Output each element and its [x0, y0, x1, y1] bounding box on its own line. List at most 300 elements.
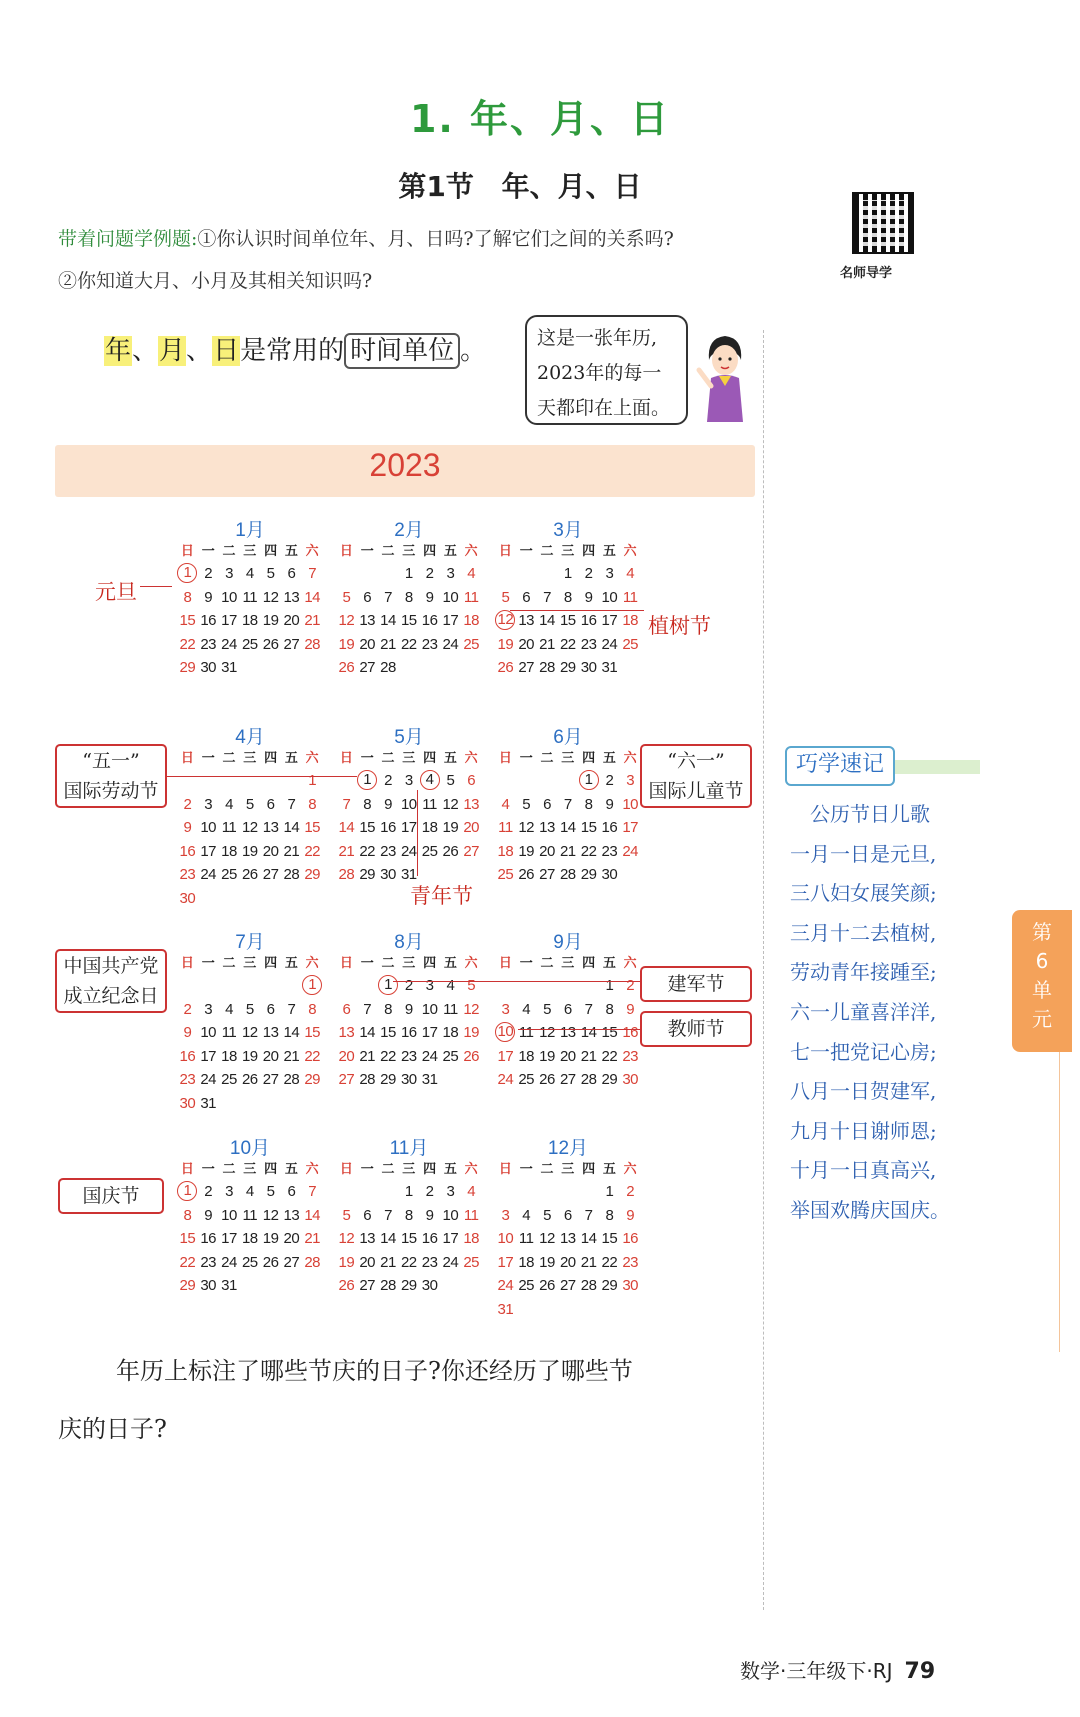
day-cell: 13: [283, 1206, 300, 1224]
empty-cell: [516, 1180, 537, 1204]
week-row: [495, 840, 641, 864]
empty-cell: [578, 1180, 599, 1204]
day-cell: 15: [304, 819, 321, 836]
day-cell: 26: [539, 1277, 555, 1294]
month-title: 6月: [553, 727, 583, 748]
empty-cell: [557, 974, 578, 998]
day-cell: 24: [601, 635, 618, 653]
day-cell: 4: [245, 1183, 254, 1200]
weekday-header: [336, 951, 482, 974]
weekday-label: 二: [540, 750, 554, 765]
poem-line: 劳动青年接踵至;: [790, 960, 937, 985]
empty-cell: [599, 1298, 620, 1322]
day-cell: 13: [283, 588, 300, 606]
weekday-label: 一: [360, 543, 374, 558]
day-cell: 10: [421, 1000, 438, 1018]
week-row: [177, 887, 323, 911]
day-cell: 12: [262, 588, 279, 606]
empty-cell: [219, 769, 240, 793]
guiding-question-2: ②你知道大月、小月及其相关知识吗?: [58, 270, 373, 292]
weekday-label: 五: [284, 955, 298, 970]
day-cell: 4: [420, 770, 440, 790]
day-cell: 8: [605, 1000, 614, 1018]
day-cell: 23: [622, 1047, 639, 1065]
day-cell: 3: [501, 1000, 510, 1018]
day-cell: 11: [463, 1206, 479, 1224]
unit-tab-char: 元: [1032, 1007, 1052, 1031]
weekday-header: [336, 746, 482, 769]
day-cell: 10: [622, 795, 639, 813]
day-cell: 13: [559, 1230, 576, 1247]
day-cell: 2: [204, 1183, 213, 1200]
weekday-header: [177, 746, 323, 769]
poem-line: 三八妇女展笑颜;: [790, 881, 937, 906]
week-row: [177, 1251, 323, 1275]
weekday-label: 三: [243, 1161, 257, 1176]
empty-cell: [281, 974, 302, 998]
week-row: [177, 863, 323, 887]
day-cell: 22: [304, 842, 321, 860]
week-row: [495, 1204, 641, 1228]
weekday-label: 一: [519, 750, 533, 765]
festival-label: 成立纪念日: [63, 985, 159, 1007]
section-title: 第1节 年、月、日: [398, 170, 642, 203]
empty-cell: [537, 769, 558, 793]
week-row: [177, 586, 323, 610]
weekday-label: 日: [339, 955, 353, 970]
qr-label: 名师导学: [840, 266, 893, 281]
empty-cell: [378, 1180, 399, 1204]
day-cell: 23: [622, 1253, 639, 1271]
arrow-army-day: [393, 981, 640, 982]
page-footer: [740, 1655, 935, 1684]
month-title: 5月: [394, 727, 424, 748]
day-cell: 7: [308, 565, 317, 582]
day-cell: 14: [580, 1024, 597, 1041]
day-cell: 15: [559, 612, 576, 629]
empty-cell: [440, 1274, 461, 1298]
week-row: [177, 1180, 323, 1204]
day-cell: 15: [179, 612, 196, 629]
day-cell: 9: [183, 1024, 192, 1041]
festival-label: 中国共产党: [63, 955, 159, 977]
question-line: 庆的日子?: [58, 1415, 167, 1443]
day-cell: 20: [283, 612, 300, 629]
day-cell: 3: [425, 977, 434, 994]
day-cell: 21: [380, 1253, 396, 1271]
festival-box-teachers-day: 教师节: [640, 1011, 752, 1047]
day-cell: 29: [559, 659, 576, 676]
weekday-label: 三: [561, 543, 575, 558]
day-cell: 24: [442, 1253, 459, 1271]
day-cell: 26: [463, 1047, 480, 1065]
day-cell: 19: [497, 635, 514, 653]
weekday-label: 五: [443, 750, 457, 765]
day-cell: 10: [442, 588, 459, 606]
weekday-label: 五: [284, 1161, 298, 1176]
weekday-label: 六: [464, 955, 478, 970]
day-cell: 9: [626, 1206, 635, 1224]
day-cell: 11: [463, 588, 479, 606]
day-cell: 8: [183, 588, 192, 606]
empty-cell: [239, 769, 260, 793]
day-cell: 24: [221, 1253, 237, 1271]
day-cell: 10: [495, 1022, 515, 1042]
day-cell: 1: [563, 565, 572, 582]
day-cell: 27: [359, 1277, 376, 1294]
day-cell: 6: [287, 565, 296, 582]
weekday-header: [177, 1157, 323, 1180]
day-cell: 23: [601, 842, 618, 860]
day-cell: 11: [518, 1024, 534, 1041]
day-cell: 19: [463, 1024, 480, 1041]
day-cell: 3: [626, 772, 635, 789]
weekday-label: 四: [423, 543, 437, 558]
week-row: [495, 793, 641, 817]
empty-cell: [357, 1180, 378, 1204]
poem-line: 一月一日是元旦,: [790, 841, 937, 866]
day-cell: 16: [421, 1230, 438, 1247]
week-row: [336, 562, 482, 586]
day-cell: 16: [601, 819, 618, 836]
empty-cell: [440, 1068, 461, 1092]
day-cell: 8: [404, 588, 413, 606]
concept-end: 。: [460, 336, 487, 366]
poem-line: 九月十日谢师恩;: [790, 1118, 937, 1143]
empty-cell: [281, 769, 302, 793]
day-cell: 22: [559, 635, 576, 653]
poem-line: 三月十二去植树,: [790, 920, 937, 945]
question-text: [58, 1342, 758, 1458]
day-cell: 20: [559, 1047, 576, 1065]
day-cell: 7: [287, 795, 296, 813]
arrow-zhishu: [510, 610, 644, 611]
day-cell: 30: [622, 1071, 639, 1088]
day-cell: 29: [380, 1071, 396, 1088]
weekday-label: 四: [423, 750, 437, 765]
day-cell: 14: [580, 1230, 597, 1247]
weekday-label: 五: [602, 543, 616, 558]
day-cell: 16: [380, 819, 396, 836]
day-cell: 18: [241, 1230, 258, 1247]
day-cell: 13: [559, 1024, 576, 1041]
weekday-label: 四: [582, 955, 596, 970]
day-cell: 2: [183, 1000, 192, 1018]
day-cell: 25: [221, 1071, 237, 1088]
day-cell: 4: [522, 1206, 531, 1224]
day-cell: 12: [338, 1230, 355, 1247]
bubble-line: 这是一张年历,: [537, 327, 658, 349]
day-cell: 8: [308, 795, 317, 813]
day-cell: 10: [200, 819, 217, 836]
month-title: 3月: [553, 520, 583, 541]
weekday-label: 六: [464, 543, 478, 558]
day-cell: 10: [221, 588, 237, 606]
day-cell: 16: [421, 612, 438, 629]
day-cell: 21: [539, 635, 555, 653]
day-cell: 8: [404, 1206, 413, 1224]
week-row: [495, 633, 641, 657]
arrow-yuandan: [140, 586, 172, 587]
day-cell: 29: [359, 866, 376, 883]
month-calendar: [336, 722, 482, 887]
day-cell: 15: [179, 1230, 196, 1247]
weekday-label: 二: [222, 955, 236, 970]
day-cell: 24: [200, 1071, 217, 1088]
page-number: 79: [904, 1659, 936, 1684]
day-cell: 10: [221, 1206, 237, 1224]
weekday-label: 五: [443, 955, 457, 970]
week-row: [177, 1227, 323, 1251]
unit-tab-line: [1059, 1052, 1060, 1352]
empty-cell: [302, 656, 323, 680]
day-cell: 3: [225, 565, 233, 582]
day-cell: 7: [543, 588, 551, 606]
week-row: [336, 974, 482, 998]
day-cell: 20: [559, 1253, 576, 1271]
day-cell: 20: [262, 842, 279, 860]
day-cell: 25: [221, 866, 237, 883]
day-cell: 14: [539, 612, 555, 629]
day-cell: 5: [266, 565, 275, 582]
day-cell: 24: [421, 1047, 438, 1065]
day-cell: 23: [380, 842, 396, 860]
week-row: [336, 1227, 482, 1251]
day-cell: 21: [304, 1230, 321, 1247]
empty-cell: [219, 1092, 240, 1116]
day-cell: 26: [241, 866, 258, 883]
chapter-title: 1. 年、月、日: [409, 97, 671, 141]
day-cell: 5: [522, 795, 531, 813]
poem-line: 六一儿童喜洋洋,: [790, 999, 937, 1024]
qr-code-icon[interactable]: [852, 192, 914, 254]
empty-cell: [516, 769, 537, 793]
day-cell: 28: [580, 1071, 597, 1088]
day-cell: 24: [400, 842, 417, 860]
weekday-label: 日: [498, 1161, 512, 1176]
week-row: [177, 1204, 323, 1228]
poem-line: 八月一日贺建军,: [790, 1079, 937, 1104]
empty-cell: [177, 769, 198, 793]
day-cell: 30: [380, 866, 396, 883]
day-cell: 18: [241, 612, 258, 629]
day-cell: 5: [543, 1000, 551, 1018]
day-cell: 27: [463, 842, 480, 860]
day-cell: 17: [601, 612, 618, 629]
weekday-label: 五: [602, 955, 616, 970]
day-cell: 4: [501, 795, 510, 813]
day-cell: 28: [283, 866, 300, 883]
day-cell: 17: [622, 819, 639, 836]
day-cell: 18: [518, 1253, 535, 1271]
day-cell: 1: [177, 563, 197, 583]
day-cell: 30: [622, 1277, 639, 1294]
day-cell: 28: [380, 659, 396, 676]
day-cell: 12: [442, 795, 459, 813]
day-cell: 8: [384, 1000, 392, 1018]
empty-cell: [419, 656, 440, 680]
day-cell: 19: [442, 819, 459, 836]
arrow-teachers-day: [518, 1029, 640, 1030]
unit-tab-char: 第: [1032, 920, 1052, 944]
week-row: [336, 998, 482, 1022]
day-cell: 26: [338, 1277, 355, 1294]
day-cell: 15: [359, 819, 376, 836]
day-cell: 19: [262, 1230, 279, 1247]
day-cell: 5: [543, 1206, 551, 1224]
day-cell: 12: [262, 1206, 279, 1224]
day-cell: 16: [400, 1024, 417, 1041]
day-cell: 16: [622, 1024, 639, 1041]
weekday-label: 五: [602, 1161, 616, 1176]
day-cell: 6: [266, 1000, 275, 1018]
day-cell: 8: [584, 795, 593, 813]
weekday-label: 日: [339, 750, 353, 765]
day-cell: 21: [380, 635, 396, 653]
weekday-label: 二: [381, 543, 395, 558]
empty-cell: [239, 1274, 260, 1298]
weekday-label: 五: [284, 543, 298, 558]
day-cell: 11: [242, 588, 258, 606]
day-cell: 13: [262, 819, 279, 836]
weekday-label: 三: [402, 750, 416, 765]
day-cell: 21: [559, 842, 576, 860]
week-row: [495, 769, 641, 793]
weekday-label: 六: [623, 955, 637, 970]
day-cell: 2: [626, 1183, 635, 1200]
tip-band: [890, 760, 980, 774]
weekday-label: 日: [498, 543, 512, 558]
day-cell: 28: [580, 1277, 597, 1294]
day-cell: 28: [380, 1277, 396, 1294]
day-cell: 15: [400, 1230, 417, 1247]
day-cell: 22: [179, 635, 196, 653]
day-cell: 16: [179, 1047, 196, 1065]
weekday-label: 五: [602, 750, 616, 765]
week-row: [495, 1045, 641, 1069]
day-cell: 6: [342, 1000, 351, 1018]
day-cell: 19: [338, 1253, 355, 1271]
day-cell: 23: [179, 866, 196, 883]
day-cell: 1: [605, 1183, 614, 1200]
day-cell: 7: [584, 1000, 593, 1018]
weekday-label: 四: [264, 750, 278, 765]
empty-cell: [302, 887, 323, 911]
week-row: [177, 840, 323, 864]
day-cell: 18: [221, 842, 237, 860]
day-cell: 21: [304, 612, 321, 629]
day-cell: 29: [601, 1277, 618, 1294]
girl-illustration-icon: [695, 330, 755, 430]
day-cell: 6: [522, 588, 531, 606]
day-cell: 6: [467, 772, 476, 789]
day-cell: 22: [580, 842, 597, 860]
empty-cell: [177, 974, 198, 998]
day-cell: 29: [304, 1071, 321, 1088]
separator: 、: [186, 336, 213, 366]
day-cell: 20: [518, 635, 535, 653]
week-row: [495, 1068, 641, 1092]
weekday-label: 五: [443, 1161, 457, 1176]
weekday-label: 三: [561, 955, 575, 970]
weekday-label: 日: [339, 1161, 353, 1176]
year-title: 2023: [369, 447, 441, 483]
week-row: [177, 1092, 323, 1116]
weekday-header: [495, 951, 641, 974]
unit-tab[interactable]: [1012, 910, 1072, 1052]
weekday-label: 六: [305, 750, 319, 765]
day-cell: 17: [497, 1253, 514, 1271]
festival-box-army-day: 建军节: [640, 966, 752, 1002]
empty-cell: [537, 1298, 558, 1322]
day-cell: 25: [622, 635, 639, 653]
weekday-label: 一: [201, 750, 215, 765]
week-row: [495, 609, 641, 633]
guiding-question-1: ①你认识时间单位年、月、日吗?了解它们之间的关系吗?: [197, 228, 674, 250]
month-title: 10月: [229, 1138, 271, 1159]
empty-cell: [578, 1298, 599, 1322]
day-cell: 7: [384, 588, 392, 606]
day-cell: 25: [497, 866, 514, 883]
day-cell: 27: [283, 635, 300, 653]
empty-cell: [336, 974, 357, 998]
week-row: [495, 816, 641, 840]
week-row: [177, 562, 323, 586]
weekday-label: 三: [561, 1161, 575, 1176]
festival-label-yuandan: 元旦: [95, 580, 137, 604]
day-cell: 16: [622, 1230, 639, 1247]
day-cell: 27: [518, 659, 535, 676]
day-cell: 16: [179, 842, 196, 860]
month-calendar: [177, 722, 323, 910]
day-cell: 28: [359, 1071, 376, 1088]
month-calendar: [495, 515, 641, 680]
day-cell: 21: [283, 842, 300, 860]
week-row: [495, 1274, 641, 1298]
day-cell: 27: [539, 866, 555, 883]
day-cell: 10: [497, 1230, 514, 1247]
day-cell: 5: [501, 588, 510, 606]
day-cell: 25: [442, 1047, 459, 1065]
day-cell: 31: [601, 659, 618, 676]
day-cell: 21: [359, 1047, 376, 1065]
empty-cell: [620, 1298, 641, 1322]
day-cell: 24: [622, 842, 639, 860]
weekday-header: [495, 539, 641, 562]
day-cell: 13: [359, 1230, 376, 1247]
week-row: [336, 586, 482, 610]
bubble-line: 2023年的每一: [537, 362, 662, 384]
day-cell: 29: [304, 866, 321, 883]
day-cell: 30: [400, 1071, 417, 1088]
empty-cell: [302, 1092, 323, 1116]
empty-cell: [260, 887, 281, 911]
day-cell: 20: [338, 1047, 355, 1065]
day-cell: 1: [605, 977, 614, 994]
month-calendar: [495, 1133, 641, 1321]
weekday-label: 四: [423, 955, 437, 970]
empty-cell: [537, 562, 558, 586]
day-cell: 29: [601, 1071, 618, 1088]
empty-cell: [198, 887, 219, 911]
day-cell: 15: [601, 1024, 618, 1041]
week-row: [495, 1180, 641, 1204]
weekday-label: 二: [381, 1161, 395, 1176]
day-cell: 5: [342, 588, 351, 606]
day-cell: 1: [357, 770, 377, 790]
month-calendar: [177, 515, 323, 680]
weekday-label: 一: [201, 1161, 215, 1176]
